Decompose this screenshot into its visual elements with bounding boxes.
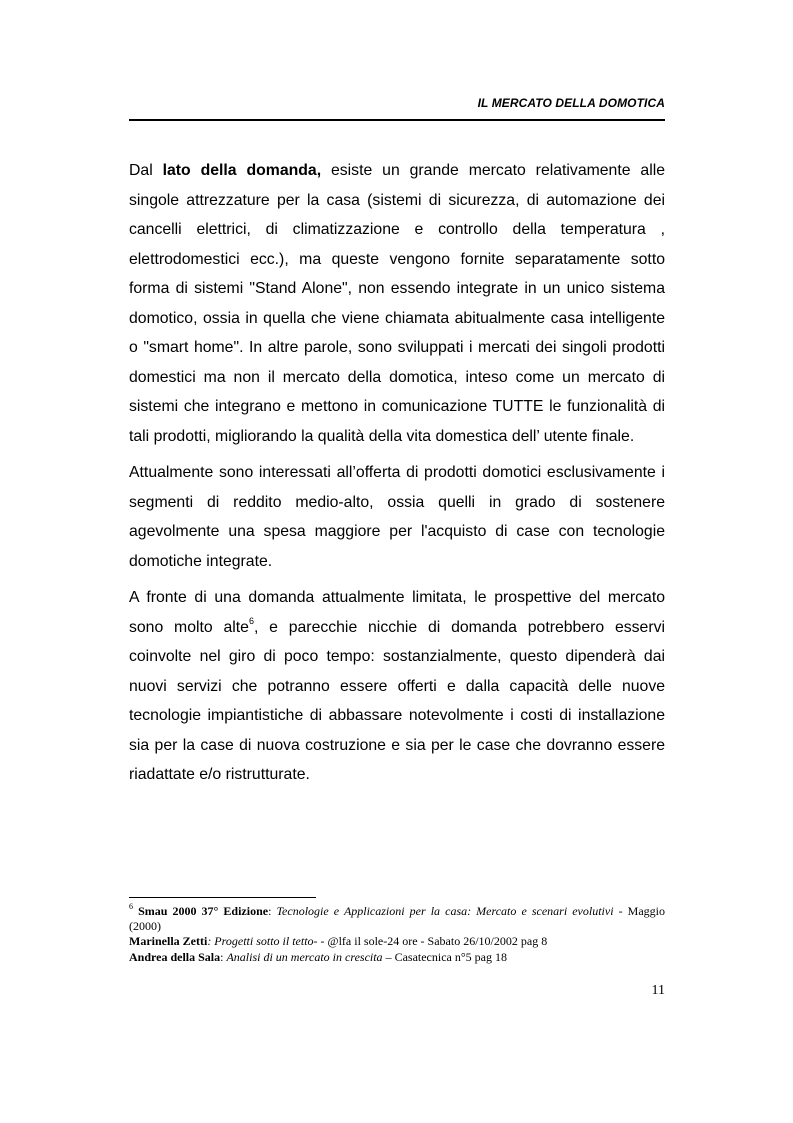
page-number: 11 bbox=[651, 983, 665, 998]
footnote-2-italic: : Progetti sotto il tetto- bbox=[207, 934, 318, 949]
footnote-reference[interactable]: 6 bbox=[248, 616, 254, 627]
footnote-2-rest: - @lfa il sole-24 ore - Sabato 26/10/2002 pag 8 bbox=[317, 934, 548, 949]
body-text bbox=[129, 156, 665, 797]
paragraph-3-text-a: A fronte di una domanda attualmente limitata, le prospettive del mercato sono molto alte bbox=[129, 589, 665, 636]
header-rule bbox=[129, 119, 665, 121]
paragraph-1-text: esiste un grande mercato relativamente alle singole attrezzature per la casa (sistemi di sicurezza, di automazione dei cancelli elettrici, di climatizzazione e controllo della temperatura , elettrodomestici ecc.), ma queste vengono fornite separatamente sotto forma di sistemi "Stand Alone", non essendo integrate in un unico sistema domotico, ossia in quella che viene chiamata abitualmente casa intelligente o "smart home". In altre parole, sono sviluppati i mercati dei singoli prodotti domestici ma non il mercato della domotica, inteso come un mercato di sistemi che integrano e mettono in comunicazione TUTTE le funzionalità di tali prodotti, migliorando la qualità della vita domestica dell’ utente finale. bbox=[129, 162, 665, 445]
running-header: IL MERCATO DELLA DOMOTICA bbox=[477, 96, 665, 110]
footnote-3-sep: : bbox=[220, 949, 227, 964]
footnote-3-rest: – Casatecnica n°5 pag 18 bbox=[382, 949, 507, 964]
paragraph-3-text-b: , e parecchie nicchie di domanda potrebbero esservi coinvolte nel giro di poco tempo: sostanzialmente, questo dipenderà dai nuovi servizi che potranno essere offerti e dalla capacità delle nuove tecnologie impiantistiche di abbassare notevolmente i costi di installazione sia per la case di nuova costruzione e sia per le case che dovranno essere riadattate e/o ristrutturate. bbox=[129, 618, 665, 783]
footnote-1-sep: : bbox=[268, 904, 277, 918]
paragraph-1-bold: lato della domanda, bbox=[162, 162, 322, 179]
footnote-line-2 bbox=[129, 934, 665, 949]
footnote-rule bbox=[129, 897, 316, 898]
paragraph-2: Attualmente sono interessati all’offerta di prodotti domotici esclusivamente i segmenti di reddito medio-alto, ossia quelli in grado di sostenere agevolmente una spesa maggiore per l'acquisto di case con tecnologie domotiche integrate. bbox=[129, 464, 665, 570]
paragraph-3 bbox=[129, 583, 665, 790]
footnotes bbox=[129, 904, 665, 965]
footnote-line-1 bbox=[129, 904, 665, 934]
footnote-number: 6 bbox=[129, 902, 133, 911]
footnote-1-italic: Tecnologie e Applicazioni per la casa: Mercato e scenari evolutivi bbox=[276, 904, 614, 918]
footnote-3-bold: Andrea della Sala bbox=[129, 949, 221, 964]
footnote-1-bold: Smau 2000 37° Edizione bbox=[138, 904, 269, 918]
paragraph-1-lead: Dal bbox=[129, 162, 163, 179]
footnote-3-italic: Analisi di un mercato in crescita bbox=[226, 949, 383, 964]
footnote-line-3 bbox=[129, 950, 665, 965]
paragraph-1 bbox=[129, 156, 665, 451]
footnote-1-rest: - Maggio (2000) bbox=[129, 904, 665, 934]
footnote-2-bold: Marinella Zetti bbox=[129, 934, 208, 949]
